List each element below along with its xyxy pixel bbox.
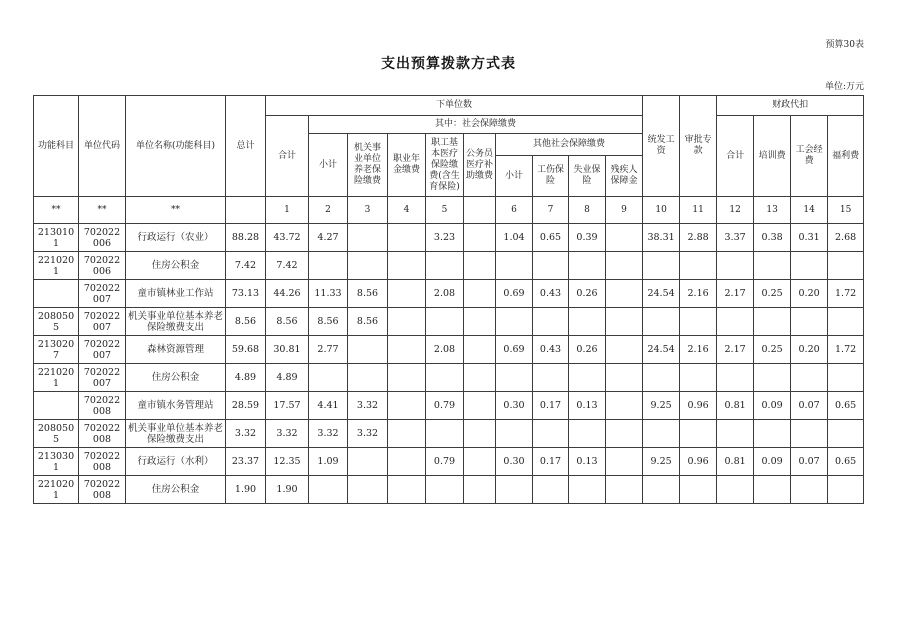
table-cell [388,392,426,420]
header-unified-pay: 统发工资 [643,96,680,197]
table-cell: 住房公积金 [126,252,226,280]
table-cell: 11.33 [309,280,348,308]
unit-label: 单位:万元 [824,82,864,92]
column-number-cell: 12 [717,197,754,224]
table-cell: 0.81 [717,448,754,476]
table-cell: 73.13 [226,280,266,308]
table-cell [828,364,864,392]
table-cell: 2080505 [34,420,79,448]
table-cell [680,308,717,336]
table-cell [464,280,496,308]
table-cell: 0.25 [754,336,791,364]
table-cell: 8.56 [309,308,348,336]
table-cell: 702022006 [79,224,126,252]
table-cell: 4.89 [266,364,309,392]
column-number-cell: 7 [533,197,569,224]
table-cell [680,420,717,448]
table-row [34,280,864,308]
table-cell: 行政运行（农业） [126,224,226,252]
table-cell [464,336,496,364]
table-cell [533,252,569,280]
table-cell [309,476,348,504]
table-cell: 1.04 [496,224,533,252]
table-cell: 702022006 [79,252,126,280]
table-cell [388,476,426,504]
table-cell [606,364,643,392]
table-cell: 702022007 [79,364,126,392]
table-cell: 1.72 [828,336,864,364]
table-cell [717,308,754,336]
table-cell [309,364,348,392]
table-cell [791,420,828,448]
column-numbers-row [34,197,864,224]
table-cell [791,476,828,504]
table-cell [464,224,496,252]
table-cell: 2.17 [717,336,754,364]
table-cell [496,308,533,336]
table-cell: 2210201 [34,364,79,392]
table-cell [643,364,680,392]
table-cell: 0.20 [791,336,828,364]
table-cell: 2.77 [309,336,348,364]
table-cell [791,364,828,392]
header-unit-code: 单位代码 [79,96,126,197]
header-unit-name: 单位名称(功能科目) [126,96,226,197]
table-row [34,448,864,476]
table-cell [569,420,606,448]
table-cell: 12.35 [266,448,309,476]
header-medical: 职工基本医疗保险缴费(含生育保险) [426,134,464,197]
table-cell: 24.54 [643,336,680,364]
table-cell [496,364,533,392]
table-cell [496,476,533,504]
table-cell [309,252,348,280]
table-cell [426,476,464,504]
table-cell: 4.27 [309,224,348,252]
table-cell [828,420,864,448]
header-approved-fund: 审批专款 [680,96,717,197]
table-cell: 1.90 [226,476,266,504]
table-cell: 0.20 [791,280,828,308]
table-cell: 9.25 [643,448,680,476]
table-cell: 0.30 [496,448,533,476]
table-cell [569,476,606,504]
column-number-cell: 13 [754,197,791,224]
table-cell: 2130101 [34,224,79,252]
table-cell [606,476,643,504]
table-cell [680,364,717,392]
table-cell [680,476,717,504]
table-cell [643,420,680,448]
header-group-fiscal-withhold: 财政代扣 [717,96,864,116]
table-cell: 0.07 [791,448,828,476]
table-cell: 机关事业单位基本养老保险缴费支出 [126,420,226,448]
table-cell: 0.65 [828,392,864,420]
table-cell [464,448,496,476]
table-cell: 702022008 [79,476,126,504]
table-cell: 0.30 [496,392,533,420]
table-cell [680,252,717,280]
table-cell: 0.07 [791,392,828,420]
column-number-cell: 8 [569,197,606,224]
table-cell [569,252,606,280]
table-cell [606,308,643,336]
header-group-sub-units: 下单位数 [266,96,643,116]
table-cell: 2210201 [34,476,79,504]
table-cell [348,252,388,280]
table-cell: 0.79 [426,392,464,420]
table-cell: 702022008 [79,448,126,476]
table-cell: 0.96 [680,448,717,476]
table-row [34,364,864,392]
table-cell: 住房公积金 [126,364,226,392]
column-number-cell: 10 [643,197,680,224]
column-number-cell: 15 [828,197,864,224]
table-cell: 1.09 [309,448,348,476]
table-cell: 0.25 [754,280,791,308]
table-cell [496,252,533,280]
table-cell: 0.13 [569,392,606,420]
table-row [34,420,864,448]
table-cell: 0.17 [533,448,569,476]
table-cell [828,252,864,280]
table-cell: 0.96 [680,392,717,420]
column-number-cell: 1 [266,197,309,224]
table-cell [388,308,426,336]
table-cell: 9.25 [643,392,680,420]
table-row [34,476,864,504]
table-header [34,96,864,197]
table-cell: 8.56 [226,308,266,336]
column-number-cell: 2 [309,197,348,224]
table-cell: 702022007 [79,280,126,308]
column-number-cell: 11 [680,197,717,224]
table-cell [348,224,388,252]
table-cell [828,476,864,504]
table-cell [791,308,828,336]
header-welfare: 福利费 [828,116,864,197]
table-cell: 702022008 [79,420,126,448]
table-cell [717,476,754,504]
table-cell [388,252,426,280]
table-cell [754,308,791,336]
column-number-cell: 3 [348,197,388,224]
table-cell: 2130301 [34,448,79,476]
table-cell [791,252,828,280]
table-cell [34,392,79,420]
table-cell: 童市镇林业工作站 [126,280,226,308]
header-union-fund: 工会经费 [791,116,828,197]
table-cell [464,364,496,392]
table-cell [754,252,791,280]
header-xj: 小计 [309,134,348,197]
column-number-cell: ** [79,197,126,224]
table-cell: 3.32 [266,420,309,448]
table-cell [754,364,791,392]
table-cell [388,280,426,308]
header-total: 总计 [226,96,266,197]
table-cell [388,364,426,392]
table-row [34,252,864,280]
table-cell: 4.41 [309,392,348,420]
table-cell [754,420,791,448]
table-cell: 8.56 [348,308,388,336]
table-cell [606,280,643,308]
column-number-cell: 4 [388,197,426,224]
table-cell: 0.09 [754,448,791,476]
table-cell: 2210201 [34,252,79,280]
table-cell: 行政运行（水利） [126,448,226,476]
table-cell: 2080505 [34,308,79,336]
table-cell: 森林资源管理 [126,336,226,364]
table-cell [388,224,426,252]
table-cell [643,308,680,336]
table-cell: 0.31 [791,224,828,252]
table-cell: 7.42 [266,252,309,280]
table-cell: 0.43 [533,336,569,364]
column-number-cell: ** [126,197,226,224]
table-cell [643,476,680,504]
table-cell: 702022007 [79,308,126,336]
table-cell: 3.23 [426,224,464,252]
table-cell: 8.56 [266,308,309,336]
table-cell: 44.26 [266,280,309,308]
table-cell [717,364,754,392]
table-cell [533,308,569,336]
header-injury: 工伤保险 [533,156,569,197]
table-cell [388,420,426,448]
table-cell [388,336,426,364]
column-number-cell [464,197,496,224]
table-cell [496,420,533,448]
table-cell [464,476,496,504]
table-row [34,392,864,420]
table-cell [426,308,464,336]
table-cell: 0.26 [569,280,606,308]
table-cell [606,448,643,476]
table-cell [533,420,569,448]
table-cell [348,364,388,392]
header-func-subject: 功能科目 [34,96,79,197]
column-number-cell: 9 [606,197,643,224]
table-cell: 3.32 [348,420,388,448]
table-cell: 2.68 [828,224,864,252]
header-xj2: 小计 [496,156,533,197]
header-group-other-social: 其他社会保障缴费 [496,134,643,156]
table-cell: 0.38 [754,224,791,252]
table-cell [606,224,643,252]
table-cell [533,476,569,504]
table-cell [717,420,754,448]
table-cell [426,420,464,448]
table-cell: 1.72 [828,280,864,308]
table-cell: 0.39 [569,224,606,252]
table-cell: 23.37 [226,448,266,476]
table-cell: 住房公积金 [126,476,226,504]
budget-table [33,95,864,504]
table-cell [426,364,464,392]
table-cell [569,308,606,336]
header-hj2: 合计 [717,116,754,197]
table-cell: 17.57 [266,392,309,420]
table-cell [34,280,79,308]
table-row [34,308,864,336]
column-number-cell: ** [34,197,79,224]
page-title: 支出预算拨款方式表 [381,56,516,72]
table-cell: 24.54 [643,280,680,308]
table-cell: 702022007 [79,336,126,364]
table-cell: 2.16 [680,336,717,364]
table-cell: 0.09 [754,392,791,420]
table-cell [569,364,606,392]
table-cell: 59.68 [226,336,266,364]
column-number-cell: 5 [426,197,464,224]
column-number-cell [226,197,266,224]
table-cell: 2.16 [680,280,717,308]
table-cell: 2.17 [717,280,754,308]
table-cell: 0.69 [496,280,533,308]
table-cell: 0.81 [717,392,754,420]
table-cell: 3.37 [717,224,754,252]
table-cell [464,252,496,280]
header-hj: 合计 [266,116,309,197]
table-cell: 1.90 [266,476,309,504]
table-cell: 3.32 [226,420,266,448]
table-cell: 2.08 [426,336,464,364]
table-cell: 0.65 [828,448,864,476]
table-row [34,224,864,252]
table-cell [426,252,464,280]
table-cell [348,336,388,364]
table-row [34,336,864,364]
table-cell [533,364,569,392]
table-cell: 7.42 [226,252,266,280]
table-cell: 0.69 [496,336,533,364]
table-cell: 43.72 [266,224,309,252]
table-cell: 38.31 [643,224,680,252]
table-cell: 0.26 [569,336,606,364]
table-cell: 0.17 [533,392,569,420]
table-cell: 童市镇水务管理站 [126,392,226,420]
table-cell: 3.32 [309,420,348,448]
table-cell [464,392,496,420]
table-cell [348,476,388,504]
table-cell: 2130207 [34,336,79,364]
table-cell: 28.59 [226,392,266,420]
column-number-cell: 14 [791,197,828,224]
table-cell: 2.08 [426,280,464,308]
table-cell: 4.89 [226,364,266,392]
header-disability: 残疾人保障金 [606,156,643,197]
table-cell: 0.43 [533,280,569,308]
table-cell [828,308,864,336]
table-cell [717,252,754,280]
table-cell [754,476,791,504]
table-cell: 2.88 [680,224,717,252]
header-civil-medical: 公务员医疗补助缴费 [464,134,496,197]
header-unemployment: 失业保险 [569,156,606,197]
table-cell [606,252,643,280]
header-row-1 [34,96,864,116]
table-cell: 8.56 [348,280,388,308]
table-cell: 0.13 [569,448,606,476]
table-cell: 3.32 [348,392,388,420]
table-cell [388,448,426,476]
table-cell: 30.81 [266,336,309,364]
table-cell [464,420,496,448]
table-cell: 702022008 [79,392,126,420]
table-cell [348,448,388,476]
table-cell: 0.79 [426,448,464,476]
table-cell: 0.65 [533,224,569,252]
header-group-social: 其中：社会保障缴费 [309,116,643,134]
table-cell [606,420,643,448]
column-number-cell: 6 [496,197,533,224]
table-body [34,197,864,504]
table-cell: 88.28 [226,224,266,252]
sheet-number-label: 预算30表 [825,40,864,50]
table-cell [643,252,680,280]
table-cell [606,336,643,364]
table-cell [464,308,496,336]
table-cell: 机关事业单位基本养老保险缴费支出 [126,308,226,336]
header-annuity: 职业年金缴费 [388,134,426,197]
header-training: 培训费 [754,116,791,197]
header-pension: 机关事业单位养老保险缴费 [348,134,388,197]
table-cell [606,392,643,420]
